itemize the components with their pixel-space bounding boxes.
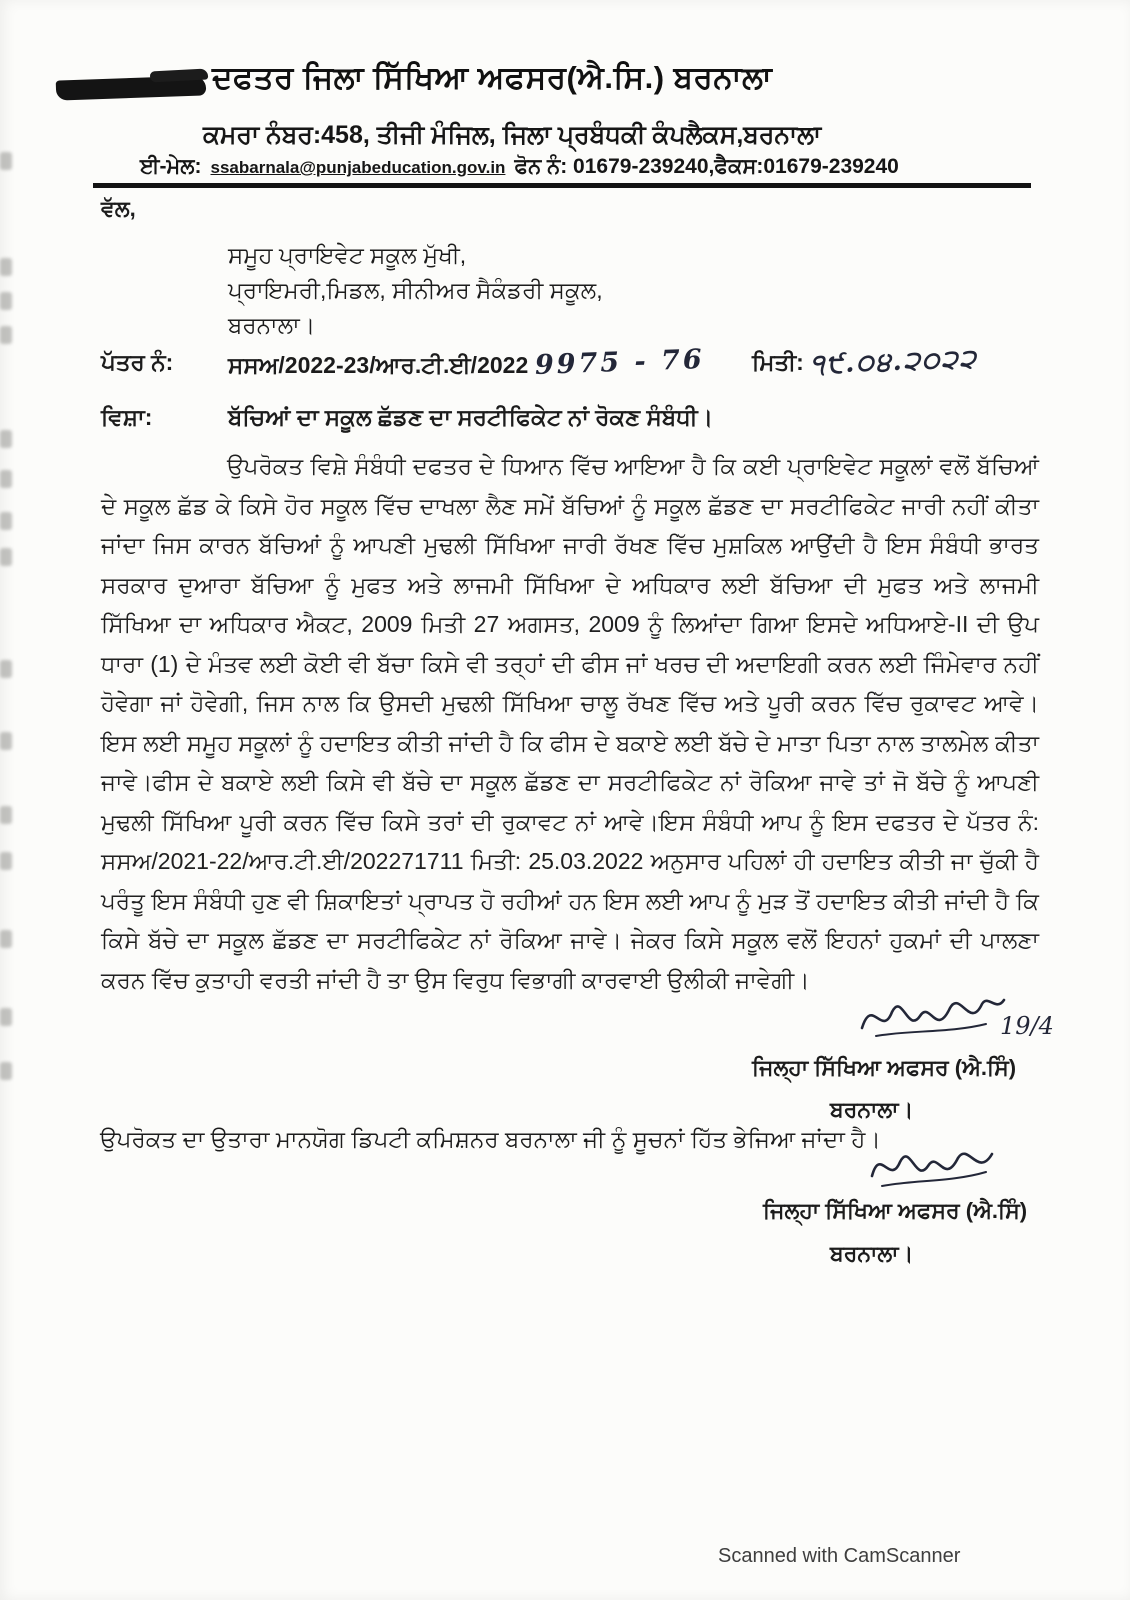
scan-edge-artifact bbox=[0, 548, 12, 566]
letter-no-value bbox=[228, 344, 705, 381]
scan-edge-artifact bbox=[0, 512, 12, 530]
signatory-place-1: ਬਰਨਾਲਾ। bbox=[830, 1097, 914, 1122]
date-block bbox=[752, 344, 979, 380]
recipient-line: ਪ੍ਰਾਇਮਰੀ,ਮਿਡਲ, ਸੀਨੀਅਰ ਸੈਕੰਡਰੀ ਸਕੂਲ, bbox=[228, 277, 603, 303]
recipient-line: ਬਰਨਾਲਾ। bbox=[228, 312, 316, 338]
office-address: ਕਮਰਾ ਨੰਬਰ:458, ਤੀਜੀ ਮੰਜਿਲ, ਜਿਲਾ ਪ੍ਰਬੰਧਕੀ ਕੰਪਲੈਕਸ,ਬਰਨਾਲਾ bbox=[203, 121, 822, 149]
scan-edge-artifact bbox=[0, 660, 12, 678]
scan-edge-artifact bbox=[0, 292, 12, 310]
signatory-place-2: ਬਰਨਾਲਾ। bbox=[830, 1241, 914, 1266]
email-address: ssabarnala@punjabeducation.gov.in bbox=[210, 158, 506, 177]
body-paragraph: ਉਪਰੋਕਤ ਵਿਸ਼ੇ ਸੰਬੰਧੀ ਦਫਤਰ ਦੇ ਧਿਆਨ ਵਿੱਚ ਆਇਆ ਹੈ ਕਿ ਕਈ ਪ੍ਰਾਇਵੇਟ ਸਕੂਲਾਂ ਵਲੋਂ ਬੱਚਿਆਂ ਦੇ ਸਕੂਲ ਛੱਡ ਕੇ ਕਿਸੇ ਹੋਰ ਸਕੂਲ ਵਿੱਚ ਦਾਖਲਾ ਲੈਣ ਸਮੇਂ ਬੱਚਿਆਂ ਨੂੰ ਸਕੂਲ ਛੱਡਣ ਦਾ ਸਰਟੀਫਿਕੇਟ ਜਾਰੀ ਨਹੀਂ ਕੀਤਾ ਜਾਂਦਾ ਜਿਸ ਕਾਰਨ ਬੱਚਿਆਂ ਨੂੰ ਆਪਣੀ ਮੁਢਲੀ ਸਿੱਖਿਆ ਜਾਰੀ ਰੱਖਣ ਵਿੱਚ ਮੁਸ਼ਕਿਲ ਆਉਂਦੀ ਹੈ ਇਸ ਸੰਬੰਧੀ ਭਾਰਤ ਸਰਕਾਰ ਦੁਆਰਾ ਬੱਚਿਆ ਨੂੰ ਮੁਫਤ ਅਤੇ ਲਾਜਮੀ ਸਿੱਖਿਆ ਦੇ ਅਧਿਕਾਰ ਲਈ ਬੱਚਿਆ ਦੀ ਮੁਫਤ ਅਤੇ ਲਾਜਮੀ ਸਿੱਖਿਆ ਦਾ ਅਧਿਕਾਰ ਐਕਟ, 2009 ਮਿਤੀ 27 ਅਗਸਤ, 2009 ਨੂੰ ਲਿਆਂਦਾ ਗਿਆ ਇਸਦੇ ਅਧਿਆਏ-II ਦੀ ਉਪ ਧਾਰਾ (1) ਦੇ ਮੰਤਵ ਲਈ ਕੋਈ ਵੀ ਬੱਚਾ ਕਿਸੇ ਵੀ ਤਰ੍ਹਾਂ ਦੀ ਫੀਸ ਜਾਂ ਖਰਚ ਦੀ ਅਦਾਇਗੀ ਕਰਨ ਲਈ ਜਿੰਮੇਵਾਰ ਨਹੀਂ ਹੋਵੇਗਾ ਜਾਂ ਹੋਵੇਗੀ, ਜਿਸ ਨਾਲ ਕਿ ਉਸਦੀ ਮੁਢਲੀ ਸਿੱਖਿਆ ਚਾਲੂ ਰੱਖਣ ਵਿੱਚ ਅਤੇ ਪੂਰੀ ਕਰਨ ਵਿੱਚ ਰੁਕਾਵਟ ਆਵੇ।ਇਸ ਲਈ ਸਮੂਹ ਸਕੂਲਾਂ ਨੂੰ ਹਦਾਇਤ ਕੀਤੀ ਜਾਂਦੀ ਹੈ ਕਿ ਫੀਸ ਦੇ ਬਕਾਏ ਲਈ ਬੱਚੇ ਦੇ ਮਾਤਾ ਪਿਤਾ ਨਾਲ ਤਾਲਮੇਲ ਕੀਤਾ ਜਾਵੇ।ਫੀਸ ਦੇ ਬਕਾਏ ਲਈ ਕਿਸੇ ਵੀ ਬੱਚੇ ਦਾ ਸਕੂਲ ਛੱਡਣ ਦਾ ਸਰਟੀਫਿਕੇਟ ਨਾਂ ਰੋਕਿਆ ਜਾਵੇ ਤਾਂ ਜੋ ਬੱਚੇ ਨੂੰ ਆਪਣੀ ਮੁਢਲੀ ਸਿੱਖਿਆ ਪੂਰੀ ਕਰਨ ਵਿੱਚ ਕਿਸੇ ਤਰਾਂ ਦੀ ਰੁਕਾਵਟ ਨਾਂ ਆਵੇ।ਇਸ ਸੰਬੰਧੀ ਆਪ ਨੂੰ ਇਸ ਦਫਤਰ ਦੇ ਪੱਤਰ ਨੰ: ਸਸਅ/2021-22/ਆਰ.ਟੀ.ਈ/202271711 ਮਿਤੀ: 25.03.2022 ਅਨੁਸਾਰ ਪਹਿਲਾਂ ਹੀ ਹਦਾਇਤ ਕੀਤੀ ਜਾ ਚੁੱਕੀ ਹੈ ਪਰੰਤੂ ਇਸ ਸੰਬੰਧੀ ਹੁਣ ਵੀ ਸ਼ਿਕਾਇਤਾਂ ਪ੍ਰਾਪਤ ਹੋ ਰਹੀਆਂ ਹਨ ਇਸ ਲਈ ਆਪ ਨੂੰ ਮੁੜ ਤੋਂ ਹਦਾਇਤ ਕੀਤੀ ਜਾਂਦੀ ਹੈ ਕਿ ਕਿਸੇ ਬੱਚੇ ਦਾ ਸਕੂਲ ਛੱਡਣ ਦਾ ਸਰਟੀਫਿਕੇਟ ਨਾਂ ਰੋਕਿਆ ਜਾਵੇ। ਜੇਕਰ ਕਿਸੇ ਸਕੂਲ ਵਲੋਂ ਇਹਨਾਂ ਹੁਕਮਾਂ ਦੀ ਪਾਲਣਾ ਕਰਨ ਵਿੱਚ ਕੁਤਾਹੀ ਵਰਤੀ ਜਾਂਦੀ ਹੈ ਤਾ ਉਸ ਵਿਰੁਧ ਵਿਭਾਗੀ ਕਾਰਵਾਈ ਉਲੀਕੀ ਜਾਵੇਗੀ। bbox=[101, 453, 1039, 993]
letter-no-label: ਪੱਤਰ ਨੰ: bbox=[101, 349, 174, 375]
subject-text: ਬੱਚਿਆਂ ਦਾ ਸਕੂਲ ਛੱਡਣ ਦਾ ਸਰਟੀਫਿਕੇਟ ਨਾਂ ਰੋਕਣ ਸੰਬੰਧੀ। bbox=[228, 404, 714, 430]
date-handwritten: ੧੯.੦੪.੨੦੨੨ bbox=[809, 344, 979, 380]
letter-no-printed: ਸਸਅ/2022-23/ਆਰ.ਟੀ.ਈ/2022 bbox=[228, 352, 529, 378]
signature-scribble-icon bbox=[858, 988, 1008, 1046]
letterhead-divider bbox=[93, 183, 1031, 188]
date-label: ਮਿਤੀ: bbox=[752, 349, 804, 375]
scan-edge-artifact bbox=[0, 1008, 12, 1026]
signature-1 bbox=[858, 988, 1008, 1051]
signatory-designation-2: ਜਿਲ੍ਹਾ ਸਿੱਖਿਆ ਅਫਸਰ (ਐ.ਸਿੰ) bbox=[763, 1198, 1028, 1223]
phone-fax: ਫੋਨ ਨੰ: 01679-239240,ਫੈਕਸ:01679-239240 bbox=[514, 155, 899, 178]
signatory-designation-1: ਜਿਲ੍ਹਾ ਸਿੱਖਿਆ ਅਫਸਰ (ਐ.ਸਿੰ) bbox=[752, 1055, 1017, 1080]
scan-edge-artifact bbox=[0, 930, 12, 948]
signature-scribble-icon bbox=[868, 1140, 998, 1194]
scan-edge-artifact bbox=[0, 1062, 12, 1080]
scan-edge-artifact bbox=[0, 852, 12, 870]
scan-edge-artifact bbox=[0, 152, 12, 170]
email-label: ਈ-ਮੇਲ: bbox=[140, 155, 202, 178]
signature-date-note: 19/4 bbox=[1000, 1012, 1054, 1040]
salutation: ਵੱਲ, bbox=[101, 196, 136, 221]
camscanner-watermark: Scanned with CamScanner bbox=[718, 1545, 961, 1567]
office-title: ਦਫਤਰ ਜਿਲਾ ਸਿੱਖਿਆ ਅਫਸਰ(ਐ.ਸਿ.) ਬਰਨਾਲਾ bbox=[212, 60, 773, 95]
scan-edge-artifact bbox=[0, 258, 12, 276]
recipient-line: ਸਮੂਹ ਪ੍ਰਾਇਵੇਟ ਸਕੂਲ ਮੁੱਖੀ, bbox=[228, 242, 467, 268]
cc-line: ਉਪਰੋਕਤ ਦਾ ਉਤਾਰਾ ਮਾਨਯੋਗ ਡਿਪਟੀ ਕਮਿਸ਼ਨਰ ਬਰਨਾਲਾ ਜੀ ਨੂੰ ਸੂਚਨਾਂ ਹਿੱਤ ਭੇਜਿਆ ਜਾਂਦਾ ਹੈ। bbox=[100, 1126, 881, 1152]
signature-2 bbox=[868, 1140, 998, 1199]
letter-no-handwritten: 9975 - 76 bbox=[534, 344, 705, 381]
scan-edge-artifact bbox=[0, 732, 12, 750]
contact-row bbox=[140, 155, 899, 179]
recipient-block bbox=[228, 238, 603, 343]
scan-edge-artifact bbox=[0, 430, 12, 448]
subject-label: ਵਿਸ਼ਾ: bbox=[101, 404, 153, 430]
scan-edge-artifact bbox=[0, 806, 12, 824]
scan-edge-artifact bbox=[0, 470, 12, 488]
scan-edge-artifact bbox=[0, 326, 12, 344]
